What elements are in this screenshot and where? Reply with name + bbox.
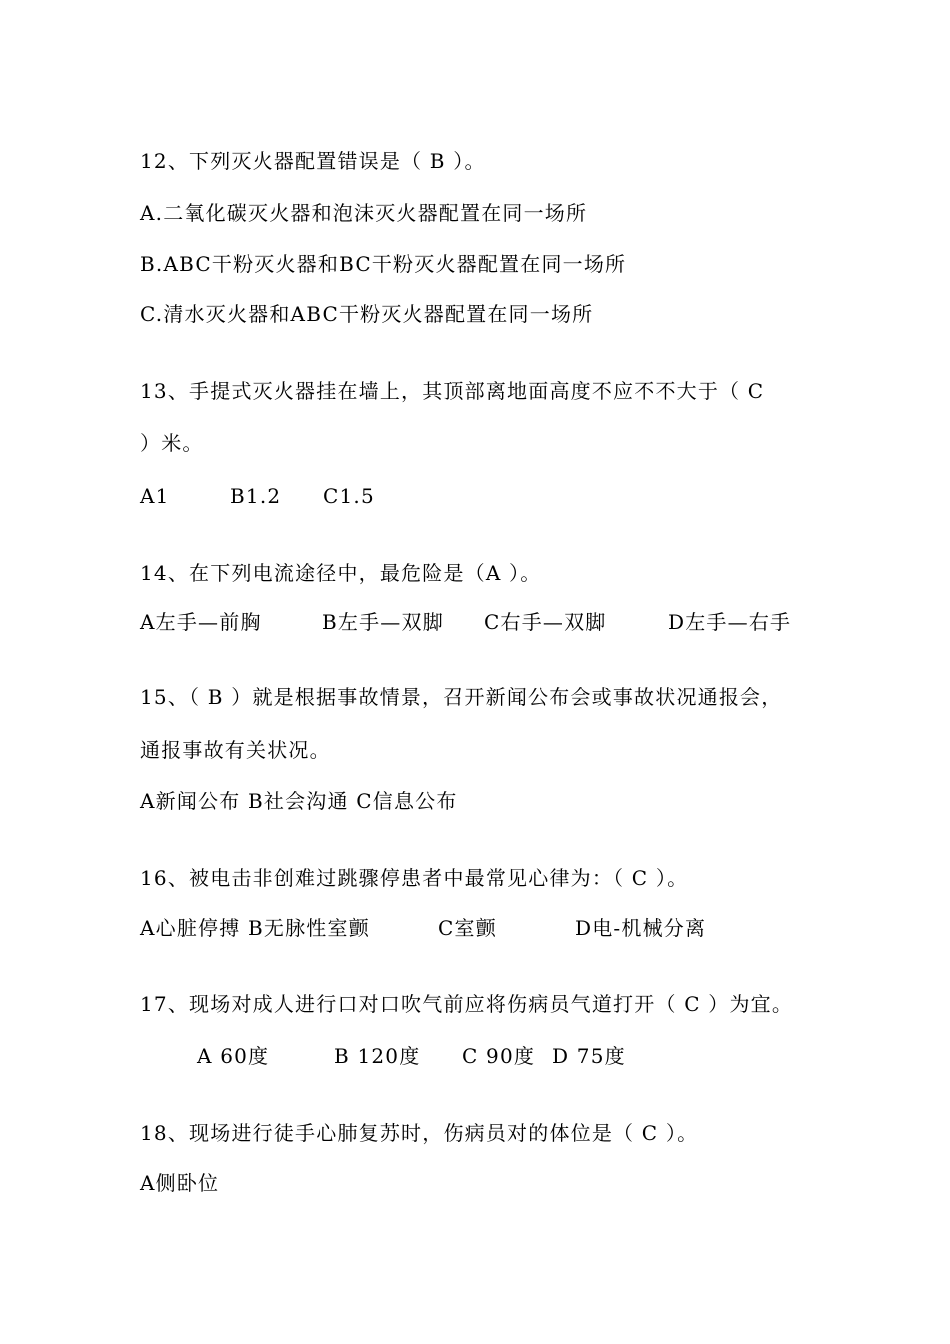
question-18-option-a: A侧卧位 [140, 1171, 220, 1195]
question-16-option-c: C室颤 [438, 916, 497, 940]
question-17-option-b: B 120度 [334, 1044, 421, 1068]
question-12: 12、下列灭火器配置错误是（ B ）。 [140, 149, 486, 173]
question-13-option-a: A1 [140, 484, 170, 508]
question-17-option-a: A 60度 [197, 1044, 270, 1068]
question-14: 14、在下列电流途径中，最危险是（A ）。 [140, 561, 542, 585]
question-13-option-c: C1.5 [323, 484, 375, 508]
question-13-option-b: B1.2 [230, 484, 282, 508]
question-14-option-c: C右手—双脚 [484, 610, 607, 634]
question-12-option-a: A.二氧化碳灭火器和泡沫灭火器配置在同一场所 [140, 201, 588, 225]
question-14-option-b: B左手—双脚 [322, 610, 444, 634]
question-12-option-b: B.ABC干粉灭火器和BC干粉灭火器配置在同一场所 [140, 252, 627, 276]
question-17: 17、现场对成人进行口对口吹气前应将伤病员气道打开（ C ）为宜。 [140, 992, 794, 1016]
question-15-options: A新闻公布 B社会沟通 C信息公布 [140, 789, 458, 813]
question-17-option-d: D 75度 [552, 1044, 626, 1068]
question-18: 18、现场进行徒手心肺复苏时，伤病员对的体位是（ C ）。 [140, 1121, 699, 1145]
question-14-option-d: D左手—右手 [668, 610, 792, 634]
question-13-line-2: ）米。 [140, 431, 204, 455]
question-15-line-2: 通报事故有关状况。 [140, 738, 331, 762]
question-12-option-c: C.清水灭火器和ABC干粉灭火器配置在同一场所 [140, 302, 594, 326]
question-17-option-c: C 90度 [462, 1044, 536, 1068]
question-15-line-1: 15、（ B ）就是根据事故情景，召开新闻公布会或事故状况通报会， [140, 685, 783, 709]
question-16: 16、被电击非创难过跳骤停患者中最常见心律为：（ C ）。 [140, 866, 689, 890]
question-16-option-ab: A心脏停搏 B无脉性室颤 [140, 916, 370, 940]
question-16-option-d: D电-机械分离 [575, 916, 707, 940]
question-13-line-1: 13、手提式灭火器挂在墙上，其顶部离地面高度不应不不大于（ C [140, 379, 765, 403]
question-14-option-a: A左手—前胸 [140, 610, 262, 634]
